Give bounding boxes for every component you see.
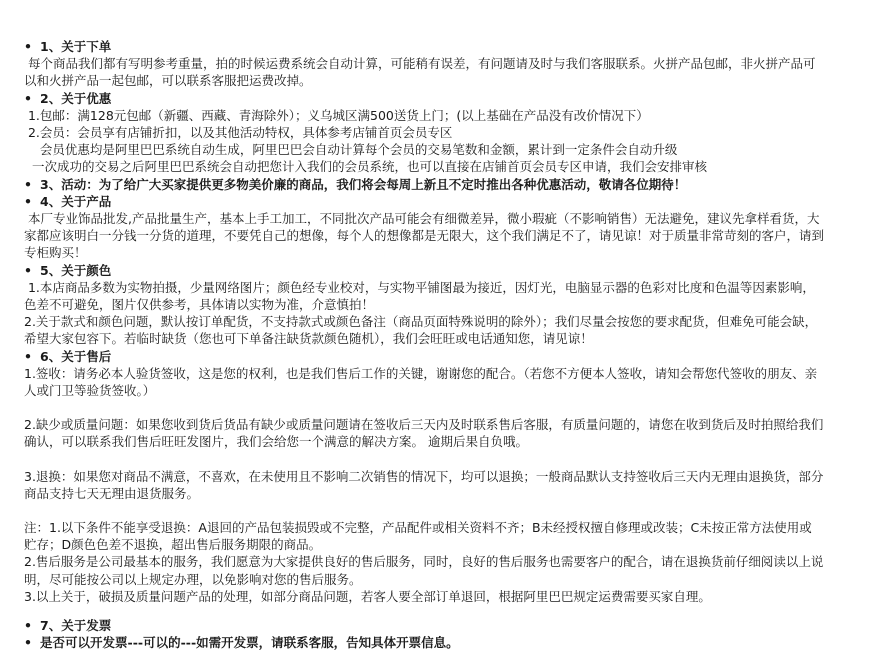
color-photo-text: 1.本店商品多数为实物拍摄，少量网络图片；颜色经专业校对，与实物平铺图最为接近，因灯光，电脑显示器的色彩对比度和色温等因素影响，色差不可避免，图片仅供参考，具体请以实物为准，介意慎拍！ (24, 279, 815, 313)
color-style-text: 2.关于款式和颜色问题，默认按订单配货，不支持款式或颜色备注（商品页面特殊说明的除外）；我们尽量会按您的要求配货，但难免可能会缺，希望大家包容下。若临时缺货（您也可下单备注缺货款颜色随机），我们会旺旺或电话通知您，请见谅！ (24, 314, 818, 347)
section-order-text: 每个商品我们都有写明参考重量，拍的时候运费系统会自动计算，可能稍有误差，有问题请及时与我们客服联系。火拼产品包邮，非火拼产品可以和火拼产品一起包邮，可以联系客服把运费改掉。 (24, 56, 816, 89)
aftersales-service-text: 2.售后服务是公司最基本的服务，我们愿意为大家提供良好的售后服务，同时，良好的售后服务也需要客户的配合，请在退换货前仔细阅读以上说明，尽可能按公司以上规定办理，以免影响对您的售后服务。 (24, 554, 824, 587)
section-activity-text: 为了给广大买家提供更多物美价廉的商品，我们将会每周上新且不定时推出各种优惠活动，敬请各位期待！ (98, 176, 687, 192)
discount-shipping-text: 1.包邮：满128元包邮（新疆、西藏、青海除外）；义乌城区满500送货上门；(以上基础在产品没有改价情况下） (24, 107, 649, 123)
aftersales-return-text: 3.退换：如果您对商品不满意，不喜欢，在未使用且不影响二次销售的情况下，均可以退换；一般商品默认支持签收后三天内无理由退换货，部分商品支持七天无理由退货服务。 (24, 468, 824, 501)
spacer (24, 605, 824, 617)
aftersales-note-text: 注：1.以下条件不能享受退换：A退回的产品包装损毁或不完整，产品配件或相关资料不齐；B未经授权擅自修理或改装；C未按正常方法使用或贮存；D颜色色差不退换，超出售后服务期限的商品。 (24, 520, 812, 553)
section-product-text: 本厂专业饰品批发,产品批量生产，基本上手工加工，不同批次产品可能会有细微差异，微小瑕疵（不影响销售）无法避免，建议先拿样看货，大家都应该明白一分钱一分货的道理，不要凭自己的想像，每个人的想像都是无限大，这个我们满足不了，请见谅！对于质量非常苛刻的客户，请到专柜购买！ (24, 211, 825, 261)
section-activity-heading: 3、活动： (40, 176, 99, 192)
policy-document (24, 38, 824, 652)
discount-member-text: 2.会员：会员享有店铺折扣，以及其他活动特权，具体参考店铺首页会员专区 (24, 125, 453, 141)
section-activity (24, 176, 824, 193)
section-color-heading: • 5、关于颜色 (24, 262, 824, 279)
aftersales-sign-text: 1.签收：请务必本人验货签收，这是您的权利，也是我们售后工作的关键，谢谢您的配合。（若您不方便本人签收，请知会帮您代签收的朋友、亲人或门卫等验货签收。） (24, 365, 818, 399)
section-aftersales-heading: • 6、关于售后 (24, 348, 824, 365)
section-invoice-text: • 是否可以开发票---可以的---如需开发票，请联系客服，告知具体开票信息。 (24, 634, 824, 651)
spacer (24, 502, 824, 519)
section-order-heading: • 1、关于下单 (24, 38, 824, 55)
section-invoice-heading: • 7、关于发票 (24, 617, 824, 634)
section-discount-heading: • 2、关于优惠 (24, 90, 824, 107)
spacer (24, 399, 824, 416)
aftersales-freight-text: 3.以上关于，破损及质量问题产品的处理，如部分商品问题，若客人要全部订单退回，根据阿里巴巴规定运费需要买家自理。 (24, 588, 711, 604)
spacer (24, 451, 824, 468)
section-product-heading: • 4、关于产品 (24, 193, 824, 210)
discount-member-join-text: 一次成功的交易之后阿里巴巴系统会自动把您计入我们的会员系统，也可以直接在店铺首页会员专区申请，我们会安排审核 (24, 159, 707, 175)
discount-member-auto-text: 会员优惠均是阿里巴巴系统自动生成，阿里巴巴会自动计算每个会员的交易笔数和金额，累计到一定条件会自动升级 (24, 142, 678, 158)
aftersales-quality-text: 2.缺少或质量问题：如果您收到货后货品有缺少或质量问题请在签收后三天内及时联系售后客服，有质量问题的，请您在收到货后及时拍照给我们确认，可以联系我们售后旺旺发图片，我们会给您一个满意的解决方案。 逾期后果自负哦。 (24, 417, 824, 450)
